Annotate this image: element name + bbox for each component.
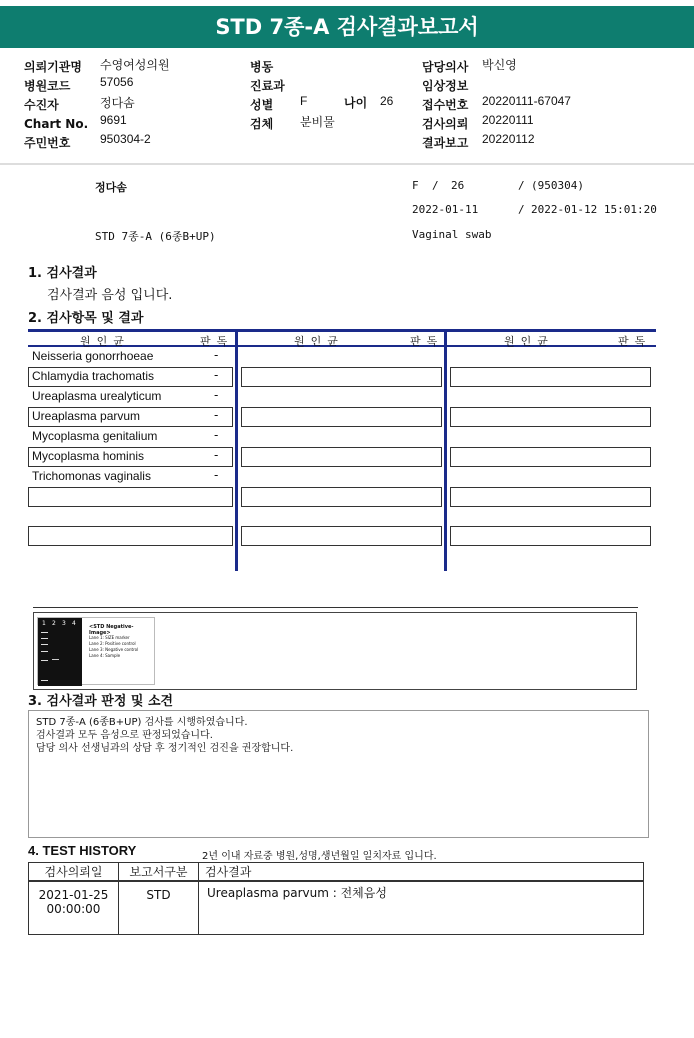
value-report-date: 20220112 [482,132,535,146]
history-note: 2년 이내 자료중 병원,성명,생년월일 일치자료 입니다. [202,851,437,862]
history-col-result: 검사결과 [199,863,644,882]
col-result-2: 판독 [410,335,444,348]
value-hospital-code: 57056 [100,75,134,89]
patient-sex: F [412,179,419,192]
col-organism-3: 원인균 [504,335,554,348]
label-report-date: 결과보고 [422,136,469,150]
organism-result: - [214,408,219,422]
lane-label: 3 [62,620,66,627]
test-name: STD 7종-A (6종B+UP) [95,230,216,243]
value-sex: F [300,94,308,108]
specimen-type: Vaginal swab [412,228,492,241]
result-row-box [450,526,651,546]
result-row-box [241,367,442,387]
label-age: 나이 [344,96,368,110]
history-type: STD [119,881,199,934]
value-doctor: 박신영 [482,58,517,72]
result-row-box [450,447,651,467]
label-receipt-no: 접수번호 [422,98,469,112]
gel-band [41,660,48,661]
value-specimen: 분비물 [300,115,335,129]
organism-name: Ureaplasma urealyticum [32,389,162,403]
result-row-box [28,487,233,507]
organism-name: Mycoplasma genitalium [32,429,158,443]
history-date: 2021-01-25 [38,888,109,902]
header-right [422,56,672,151]
label-department: 진료과 [250,79,285,93]
header-mid [250,56,410,132]
opinion-line: 검사결과 모두 음성으로 판정되었습니다. [36,730,213,741]
gel-legend-item: Lane 2: Positive control [89,641,136,646]
result-row-box [450,487,651,507]
value-request-date: 20220111 [482,113,534,127]
value-clinic: 수영여성의원 [100,58,170,72]
patient-birth: (950304) [531,179,584,192]
separator-slash: / [518,203,525,216]
history-date-cell [29,881,119,934]
gel-band [41,680,48,681]
gel-legend-item: Lane 1: SIZE marker [89,635,130,640]
report-title: STD 7종-A 검사결과보고서 [0,6,694,48]
result-row-box [28,526,233,546]
label-clinic: 의뢰기관명 [24,60,82,74]
gel-band [41,644,48,645]
opinion-line: 담당 의사 선생님과의 상담 후 정기적인 검진을 권장합니다. [36,743,294,754]
result-row-box [241,447,442,467]
col-result-3: 판독 [618,335,652,348]
gel-legend-item: Lane 3: Negative control [89,647,139,652]
history-table [28,862,644,935]
value-receipt-no: 20220111-67047 [482,94,571,108]
table-row [29,881,644,934]
lane-label: 1 [42,620,46,627]
label-clinical-info: 임상정보 [422,79,469,93]
label-doctor: 담당의사 [422,60,469,74]
column-divider [235,329,238,571]
separator-slash: / [432,179,439,192]
opinion-line: STD 7종-A (6종B+UP) 검사를 시행하였습니다. [36,717,248,728]
history-col-type: 보고서구분 [119,863,199,882]
history-time: 00:00:00 [46,902,101,916]
section4-title: 4. TEST HISTORY [28,843,137,858]
label-resident-no: 주민번호 [24,136,71,150]
label-ward: 병동 [250,60,274,74]
result-row-box [241,526,442,546]
separator-slash: / [518,179,525,192]
organism-result: - [214,368,219,382]
header-left [24,56,224,151]
organism-result: - [214,468,219,482]
result-row-box [241,407,442,427]
organism-name: Ureaplasma parvum [32,409,141,423]
gel-band [52,659,59,660]
lane-label: 2 [52,620,56,627]
section1-title: 1. 검사결과 [28,266,97,281]
column-divider [444,329,447,571]
lane-label: 4 [72,620,76,627]
label-chart-no: Chart No. [24,117,89,131]
gel-band [41,638,48,639]
opinion-box [28,710,649,838]
value-chart-no: 9691 [100,113,127,127]
history-result: Ureaplasma parvum : 전체음성 [199,881,644,934]
label-sex: 성별 [250,98,274,112]
col-organism-2: 원인균 [294,335,344,348]
gel-lanes [38,618,82,686]
label-specimen: 검체 [250,117,274,131]
section3-title: 3. 검사결과 판정 및 소견 [28,694,174,709]
section2-title: 2. 검사항목 및 결과 [28,311,144,326]
gel-title: <STD Negative-Image> [89,624,134,636]
organism-result: - [214,388,219,402]
organism-result: - [214,348,219,362]
history-col-date: 검사의뢰일 [29,863,119,882]
gel-top-line [33,607,638,608]
gel-legend-item: Lane 4: Sample [89,653,121,658]
request-date: 2022-01-11 [412,203,479,216]
label-request-date: 검사의뢰 [422,117,469,131]
organism-result: - [214,448,219,462]
value-patient: 정다솜 [100,96,135,110]
result-row-box [241,487,442,507]
organism-name: Neisseria gonorrhoeae [32,349,154,363]
organism-name: Mycoplasma hominis [32,449,145,463]
report-datetime: 2022-01-12 15:01:20 [531,203,657,216]
header-divider [0,163,694,165]
gel-band [41,651,48,652]
value-resident-no: 950304-2 [100,132,151,146]
gel-image [37,617,155,685]
section1-result: 검사결과 음성 입니다. [47,288,173,303]
organism-result: - [214,428,219,442]
value-age: 26 [380,94,394,108]
gel-band [41,632,48,633]
patient-name: 정다솜 [95,181,127,194]
results-table-header [28,329,656,347]
col-result-1: 판독 [200,335,234,348]
result-row-box [450,407,651,427]
col-organism-1: 원인균 [80,335,130,348]
patient-age: 26 [451,179,465,192]
label-patient: 수진자 [24,98,59,112]
organism-name: Trichomonas vaginalis [32,469,151,483]
label-hospital-code: 병원코드 [24,79,71,93]
gel-legend [89,635,138,659]
result-row-box [450,367,651,387]
organism-name: Chlamydia trachomatis [32,369,155,383]
